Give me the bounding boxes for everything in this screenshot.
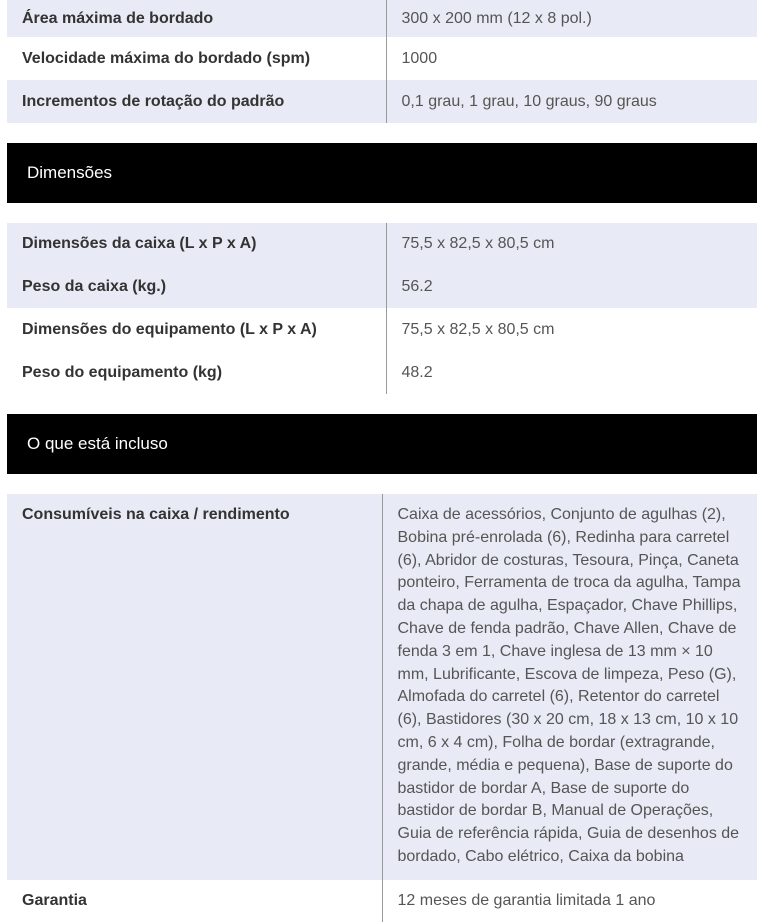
spec-label: Peso da caixa (kg.) [7, 265, 386, 308]
spec-label: Incrementos de rotação do padrão [7, 80, 386, 123]
spec-label: Peso do equipamento (kg) [7, 351, 386, 394]
spec-value: 48.2 [386, 351, 757, 394]
spec-value: 75,5 x 82,5 x 80,5 cm [386, 223, 757, 265]
spec-label: Dimensões da caixa (L x P x A) [7, 223, 386, 265]
table-row [7, 223, 757, 265]
specs-table-included [7, 494, 757, 922]
specs-table-embroidery [7, 0, 757, 123]
specs-table-dimensions [7, 223, 757, 394]
spec-value: 56.2 [386, 265, 757, 308]
table-row [7, 0, 757, 37]
table-row [7, 308, 757, 351]
spec-value: 0,1 grau, 1 grau, 10 graus, 90 graus [386, 80, 757, 123]
spec-label: Área máxima de bordado [7, 0, 386, 37]
spec-value: 300 x 200 mm (12 x 8 pol.) [386, 0, 757, 37]
spec-value: 1000 [386, 37, 757, 80]
table-row [7, 80, 757, 123]
section-title: Dimensões [27, 163, 113, 182]
spec-label: Consumíveis na caixa / rendimento [7, 494, 382, 880]
table-row [7, 880, 757, 922]
spec-value: 75,5 x 82,5 x 80,5 cm [386, 308, 757, 351]
section-header-dimensions [7, 143, 757, 203]
table-row [7, 265, 757, 308]
spec-label: Velocidade máxima do bordado (spm) [7, 37, 386, 80]
table-row [7, 351, 757, 394]
section-title: O que está incluso [27, 434, 168, 453]
table-row [7, 37, 757, 80]
section-header-included [7, 414, 757, 474]
spec-label: Dimensões do equipamento (L x P x A) [7, 308, 386, 351]
spec-value: 12 meses de garantia limitada 1 ano [382, 880, 757, 922]
spec-label: Garantia [7, 880, 382, 922]
spec-value: Caixa de acessórios, Conjunto de agulhas (2), Bobina pré-enrolada (6), Redinha para carretel (6), Abridor de costuras, Tesoura, Pinça, Caneta ponteiro, Ferramenta de troca da agulha, Tampa da chapa de agulha, Espaçador, Chave Phillips, Chave de fenda padrão, Chave Allen, Chave de fenda 3 em 1, Chave inglesa de 13 mm × 10 mm, Lubrificante, Escova de limpeza, Peso (G), Almofada do carretel (6), Retentor do carretel (6), Bastidores (30 x 20 cm, 18 x 13 cm, 10 x 10 cm, 6 x 4 cm), Folha de bordar (extragrande, grande, média e pequena), Base de suporte do bastidor de bordar A, Base de suporte do bastidor de bordar B, Manual de Operações, Guia de referência rápida, Guia de desenhos de bordado, Cabo elétrico, Caixa da bobina [382, 494, 757, 880]
table-row [7, 494, 757, 880]
